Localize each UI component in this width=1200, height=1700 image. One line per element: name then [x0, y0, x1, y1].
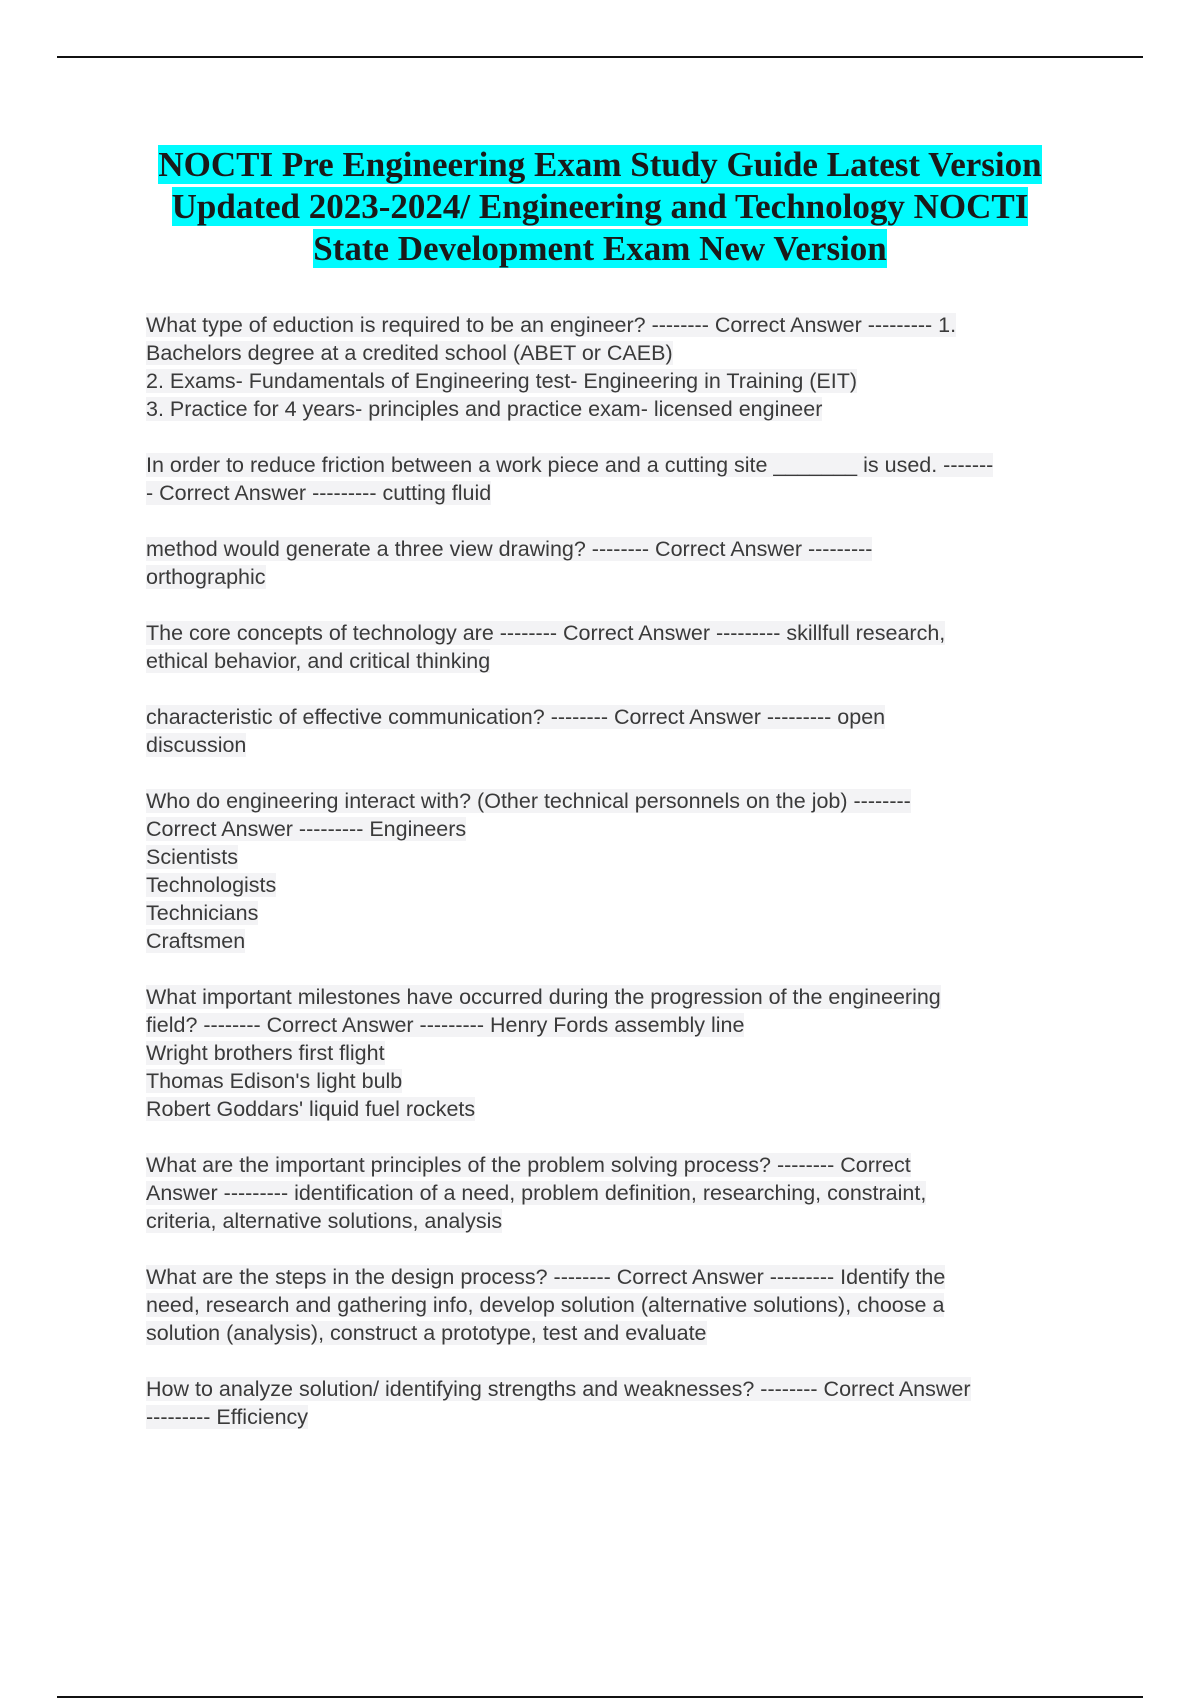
bottom-rule: [57, 1696, 1143, 1698]
qa-line-text: What are the steps in the design process? -------- Correct Answer --------- Identify the: [146, 1265, 946, 1289]
title-line: State Development Exam New Version: [313, 229, 887, 268]
qa-line-text: Thomas Edison's light bulb: [146, 1069, 403, 1093]
qa-line-text: Answer --------- identification of a need, problem definition, researching, constraint,: [146, 1181, 927, 1205]
qa-line-text: What are the important principles of the problem solving process? -------- Correct: [146, 1153, 911, 1177]
qa-item: [146, 535, 1086, 591]
qa-line: [146, 1151, 1086, 1179]
qa-line-text: --------- Efficiency: [146, 1405, 309, 1429]
qa-line: [146, 339, 1086, 367]
qa-line-text: solution (analysis), construct a prototype, test and evaluate: [146, 1321, 707, 1345]
qa-line-text: Wright brothers first flight: [146, 1041, 385, 1065]
qa-line: [146, 1319, 1086, 1347]
qa-item: [146, 703, 1086, 759]
qa-line: [146, 703, 1086, 731]
qa-list: [146, 311, 1086, 1459]
qa-line-text: The core concepts of technology are -------- Correct Answer --------- skillfull research,: [146, 621, 946, 645]
qa-line: [146, 871, 1086, 899]
qa-line: [146, 1375, 1086, 1403]
qa-line-text: discussion: [146, 733, 247, 757]
qa-line-text: - Correct Answer --------- cutting fluid: [146, 481, 492, 505]
qa-item: [146, 1375, 1086, 1431]
qa-line: [146, 843, 1086, 871]
qa-line: [146, 395, 1086, 423]
qa-line-text: Correct Answer --------- Engineers: [146, 817, 467, 841]
qa-line: [146, 1207, 1086, 1235]
qa-line: [146, 1039, 1086, 1067]
qa-line: [146, 311, 1086, 339]
qa-line: [146, 815, 1086, 843]
qa-line-text: field? -------- Correct Answer --------- Henry Fords assembly line: [146, 1013, 745, 1037]
qa-item: [146, 451, 1086, 507]
qa-line: [146, 1179, 1086, 1207]
qa-item: [146, 983, 1086, 1123]
qa-line: [146, 787, 1086, 815]
qa-line: [146, 1067, 1086, 1095]
qa-item: [146, 311, 1086, 423]
qa-line-text: Craftsmen: [146, 929, 246, 953]
document-title: [60, 144, 1140, 270]
qa-item: [146, 619, 1086, 675]
qa-line-text: In order to reduce friction between a work piece and a cutting site _______ is used. -------: [146, 453, 994, 477]
qa-line: [146, 983, 1086, 1011]
qa-line: [146, 451, 1086, 479]
qa-line: [146, 731, 1086, 759]
qa-line: [146, 899, 1086, 927]
qa-line-text: Bachelors degree at a credited school (ABET or CAEB): [146, 341, 673, 365]
qa-line-text: need, research and gathering info, develop solution (alternative solutions), choose a: [146, 1293, 945, 1317]
qa-item: [146, 787, 1086, 955]
qa-line: [146, 1011, 1086, 1039]
qa-line-text: Scientists: [146, 845, 239, 869]
qa-line-text: What type of eduction is required to be an engineer? -------- Correct Answer --------- 1.: [146, 313, 957, 337]
qa-line: [146, 367, 1086, 395]
qa-line-text: What important milestones have occurred during the progression of the engineering: [146, 985, 941, 1009]
qa-line: [146, 479, 1086, 507]
qa-line-text: orthographic: [146, 565, 266, 589]
qa-line: [146, 563, 1086, 591]
qa-line-text: criteria, alternative solutions, analysis: [146, 1209, 503, 1233]
qa-line: [146, 619, 1086, 647]
qa-line-text: Technologists: [146, 873, 277, 897]
qa-line: [146, 1403, 1086, 1431]
qa-line-text: Technicians: [146, 901, 259, 925]
qa-line-text: characteristic of effective communication? -------- Correct Answer --------- open: [146, 705, 886, 729]
qa-line-text: ethical behavior, and critical thinking: [146, 649, 491, 673]
qa-line: [146, 1095, 1086, 1123]
qa-line-text: Who do engineering interact with? (Other technical personnels on the job) --------: [146, 789, 911, 813]
title-line: NOCTI Pre Engineering Exam Study Guide Latest Version: [158, 145, 1042, 184]
qa-line-text: How to analyze solution/ identifying strengths and weaknesses? -------- Correct Answer: [146, 1377, 971, 1401]
qa-line: [146, 927, 1086, 955]
qa-line-text: 2. Exams- Fundamentals of Engineering test- Engineering in Training (EIT): [146, 369, 858, 393]
qa-line-text: method would generate a three view drawing? -------- Correct Answer ---------: [146, 537, 873, 561]
title-line: Updated 2023-2024/ Engineering and Technology NOCTI: [171, 187, 1029, 226]
qa-line: [146, 535, 1086, 563]
qa-line-text: 3. Practice for 4 years- principles and practice exam- licensed engineer: [146, 397, 823, 421]
qa-line: [146, 1291, 1086, 1319]
qa-line-text: Robert Goddars' liquid fuel rockets: [146, 1097, 476, 1121]
qa-line: [146, 1263, 1086, 1291]
qa-item: [146, 1263, 1086, 1347]
qa-item: [146, 1151, 1086, 1235]
top-rule: [57, 56, 1143, 58]
qa-line: [146, 647, 1086, 675]
